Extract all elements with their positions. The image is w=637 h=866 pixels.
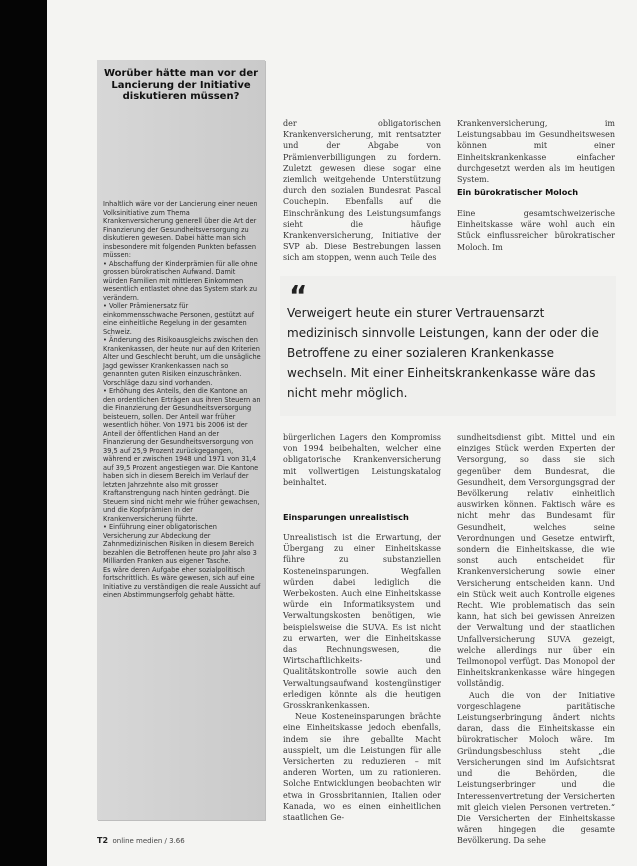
body-paragraph: Neue Kosteneinsparungen brächte eine Einheitskasse jedoch ebenfalls, indem sie ihre geballte Macht ausspielt, um die Leistungen für alle Versicherten zu reduzieren – mit anderen Worten, um zu rationieren. Solche Entwicklungen beobachten wir etwa in Grossbritannien, Italien oder Kanada, wo es einen einheitlichen staatlichen Ge- [283, 712, 441, 823]
column-1-bottom [283, 532, 441, 823]
sidebar-bullet: • Erhöhung des Anteils, den die Kantone an den ordentlichen Erträgen aus ihren Steuern an die Finanzierung der Gesundheitsversorgung beisteuern, sollen. Der Anteil war früher wesentlich höher. Von 1971 bis 2006 ist der Anteil der öffentlichen Hand an der Finanzierung der Gesundheitsversorgung von 39,5 auf 25,9 Prozent zurückgegangen, während er zwischen 1948 und 1971 von 31,4 auf 39,5 Prozent angestiegen war. Die Kantone haben sich in diesem Bereich im Verlauf der letzten Jahrzehnte also mit grosser Kraftanstrengung nach hinten gedrängt. Die Steuern sind nicht mehr wie früher gewachsen, und die Kopfprämien in der Krankenversicherung führte. [103, 387, 261, 523]
sidebar-box [97, 60, 265, 820]
sidebar-paragraph: Es wäre deren Aufgabe eher sozialpolitisch fortschrittlich. Es wäre gewesen, sich auf eine Initiative zu verständigen die reale Aussicht auf einen Abstimmungserfolg gehabt hätte. [103, 565, 261, 599]
column-2-top: Krankenversicherung, im Leistungsabbau im Gesundheitswesen können mit einer Einheitskrankenkasse einfacher durchgesetzt werden als im heutigen System. [457, 119, 615, 185]
body-paragraph: sundheitsdienst gibt. Mittel und ein einziges Stück werden Experten der Versorgung, so dass sie sich gegenüber dem Bundesrat, die Gesundheit, dem Versorgungsgrad der Bevölkerung relativ einheitlich auswirken können. Faktisch wäre es nicht mehr das Bundesamt für Gesundheit, welches seine Verordnungen und Gesetze entwirft, sondern die Einheitskasse, die wie sonst auch entscheidet für Krankenversicherung sowie einer Versicherung entscheiden kann. Und ein Stück weit auch Kontrolle eigenes Recht. Wie problematisch das sein kann, hat sich bei gewissen Anreizen der Verwaltung und der staatlichen Unfallversicherung SUVA gezeigt, welche allerdings nur über ein Teilmonopol verfügt. Das Monopol der Einheitskrankenkasse wäre hingegen vollständig. [457, 433, 615, 689]
sidebar-bullet: • Abschaffung der Kinderprämien für alle ohne grossen bürokratischen Aufwand. Damit würden Familien mit mittleren Einkommen wesentlich entlastet ohne das System stark zu verändern. [103, 259, 258, 302]
body-paragraph: Auch die von der Initiative vorgeschlagene paritätische Leistungserbringung ändert nichts daran, dass die Einheitskasse ein bürokratischer Moloch wäre. Im Gründungsbeschluss steht „die Versicherungen sind im Aufsichtsrat und die Behörden, die Leistungserbringer und die Interessenvertretung der Versicherten mit gleich vielen Personen vertreten.“ Die Versicherten der Einheitskasse wären hingegen die gesamte Bevölkerung. Da sehe [457, 690, 615, 846]
body-paragraph: Unrealistisch ist die Erwartung, der Übergang zu einer Einheitskasse führe zu substanziellen Kosteneinsparungen. Wegfallen würden dabei lediglich die Werbekosten. Auch eine Einheitskasse würde ein Informatiksystem und Verwaltungskosten benötigen, wie beispielsweise die SUVA. Es ist nicht zu erwarten, wer die Einheitskasse das Rechnungswesen, die Wirtschaftlichkeits- und Qualitätskontrolle sowie auch den Verwaltungsaufwand kostengünstiger erledigen könnte als die heutigen Grosskrankenkassen. [283, 533, 441, 711]
column-1-top: der obligatorischen Krankenversicherung, mit rentsatzter und der Abgabe von Prämienverbilligungen zu fordern. Zuletzt gewesen diese sogar eine ziemlich weitgehende Unterstützung durch den sozialen Bundesrat Pascal Couchepin. Ebenfalls auf die Einschränkung des Leistungsumfangs sieht die häufige Krankenversicherung, Initiative der SVP ab. Diese Bestrebungen lassen sich am stoppen, wenn auch Teile des [283, 119, 441, 263]
page-footer [97, 836, 185, 845]
pull-quote: Verweigert heute ein sturer Vertrauensarzt medizinisch sinnvolle Leistungen, kann der oder die Betroffene zu einer sozialeren Krankenkasse wechseln. Mit einer Einheitskrankenkasse wäre das nicht mehr möglich. [287, 306, 599, 400]
footer-source: online medien / 3.66 [112, 837, 185, 845]
sidebar-bullet: • Änderung des Risikoausgleichs zwischen den Krankenkassen, der heute nur auf den Kriterien Alter und Geschlecht beruht, um die unsägliche Jagd gewisser Krankenkassen nach so genannten guten Risiken einzuschränken. Vorschläge dazu sind vorhanden. [103, 336, 261, 387]
scan-border [0, 0, 47, 866]
sidebar-body [103, 200, 261, 600]
sidebar-bullet: • Voller Prämienersatz für einkommensschwache Personen, gestützt auf eine einheitliche Regelung in der gesamten Schweiz. [103, 302, 255, 336]
sidebar-paragraph: Inhaltlich wäre vor der Lancierung einer neuen Volksinitiative zum Thema Krankenversicherung generell über die Art der Finanzierung der Gesundheitsversorgung zu diskutieren gewesen. Dabei hätte man sich insbesondere mit folgenden Punkten befassen müssen: [103, 200, 258, 259]
page-number: T2 [97, 836, 109, 845]
column-1-mid: bürgerlichen Lagers den Kompromiss von 1994 beibehalten, welcher eine obligatorische Krankenversicherung mit vollwertigen Leistungskatalog beinhaltet. [283, 433, 441, 487]
sidebar-title: Worüber hätte man vor der Lancierung der Initiative diskutieren müssen? [103, 68, 259, 102]
quote-mark: “ [289, 279, 308, 312]
column-1-subheading: Einsparungen unrealistisch [283, 512, 409, 522]
column-2-top-continued: Eine gesamtschweizerische Einheitskasse wäre wohl auch ein Stück einflussreicher bürokratischer Moloch. Im [457, 209, 615, 252]
sidebar-bullet: • Einführung einer obligatorischen Versicherung zur Abdeckung der Zahnmedizinischen Risiken in diesem Bereich bezahlen die Betroffenen heute pro Jahr also 3 Milliarden Franken aus eigener Tasche. [103, 523, 257, 565]
column-2-subheading: Ein bürokratischer Moloch [457, 187, 579, 197]
column-2-bottom [457, 432, 615, 847]
